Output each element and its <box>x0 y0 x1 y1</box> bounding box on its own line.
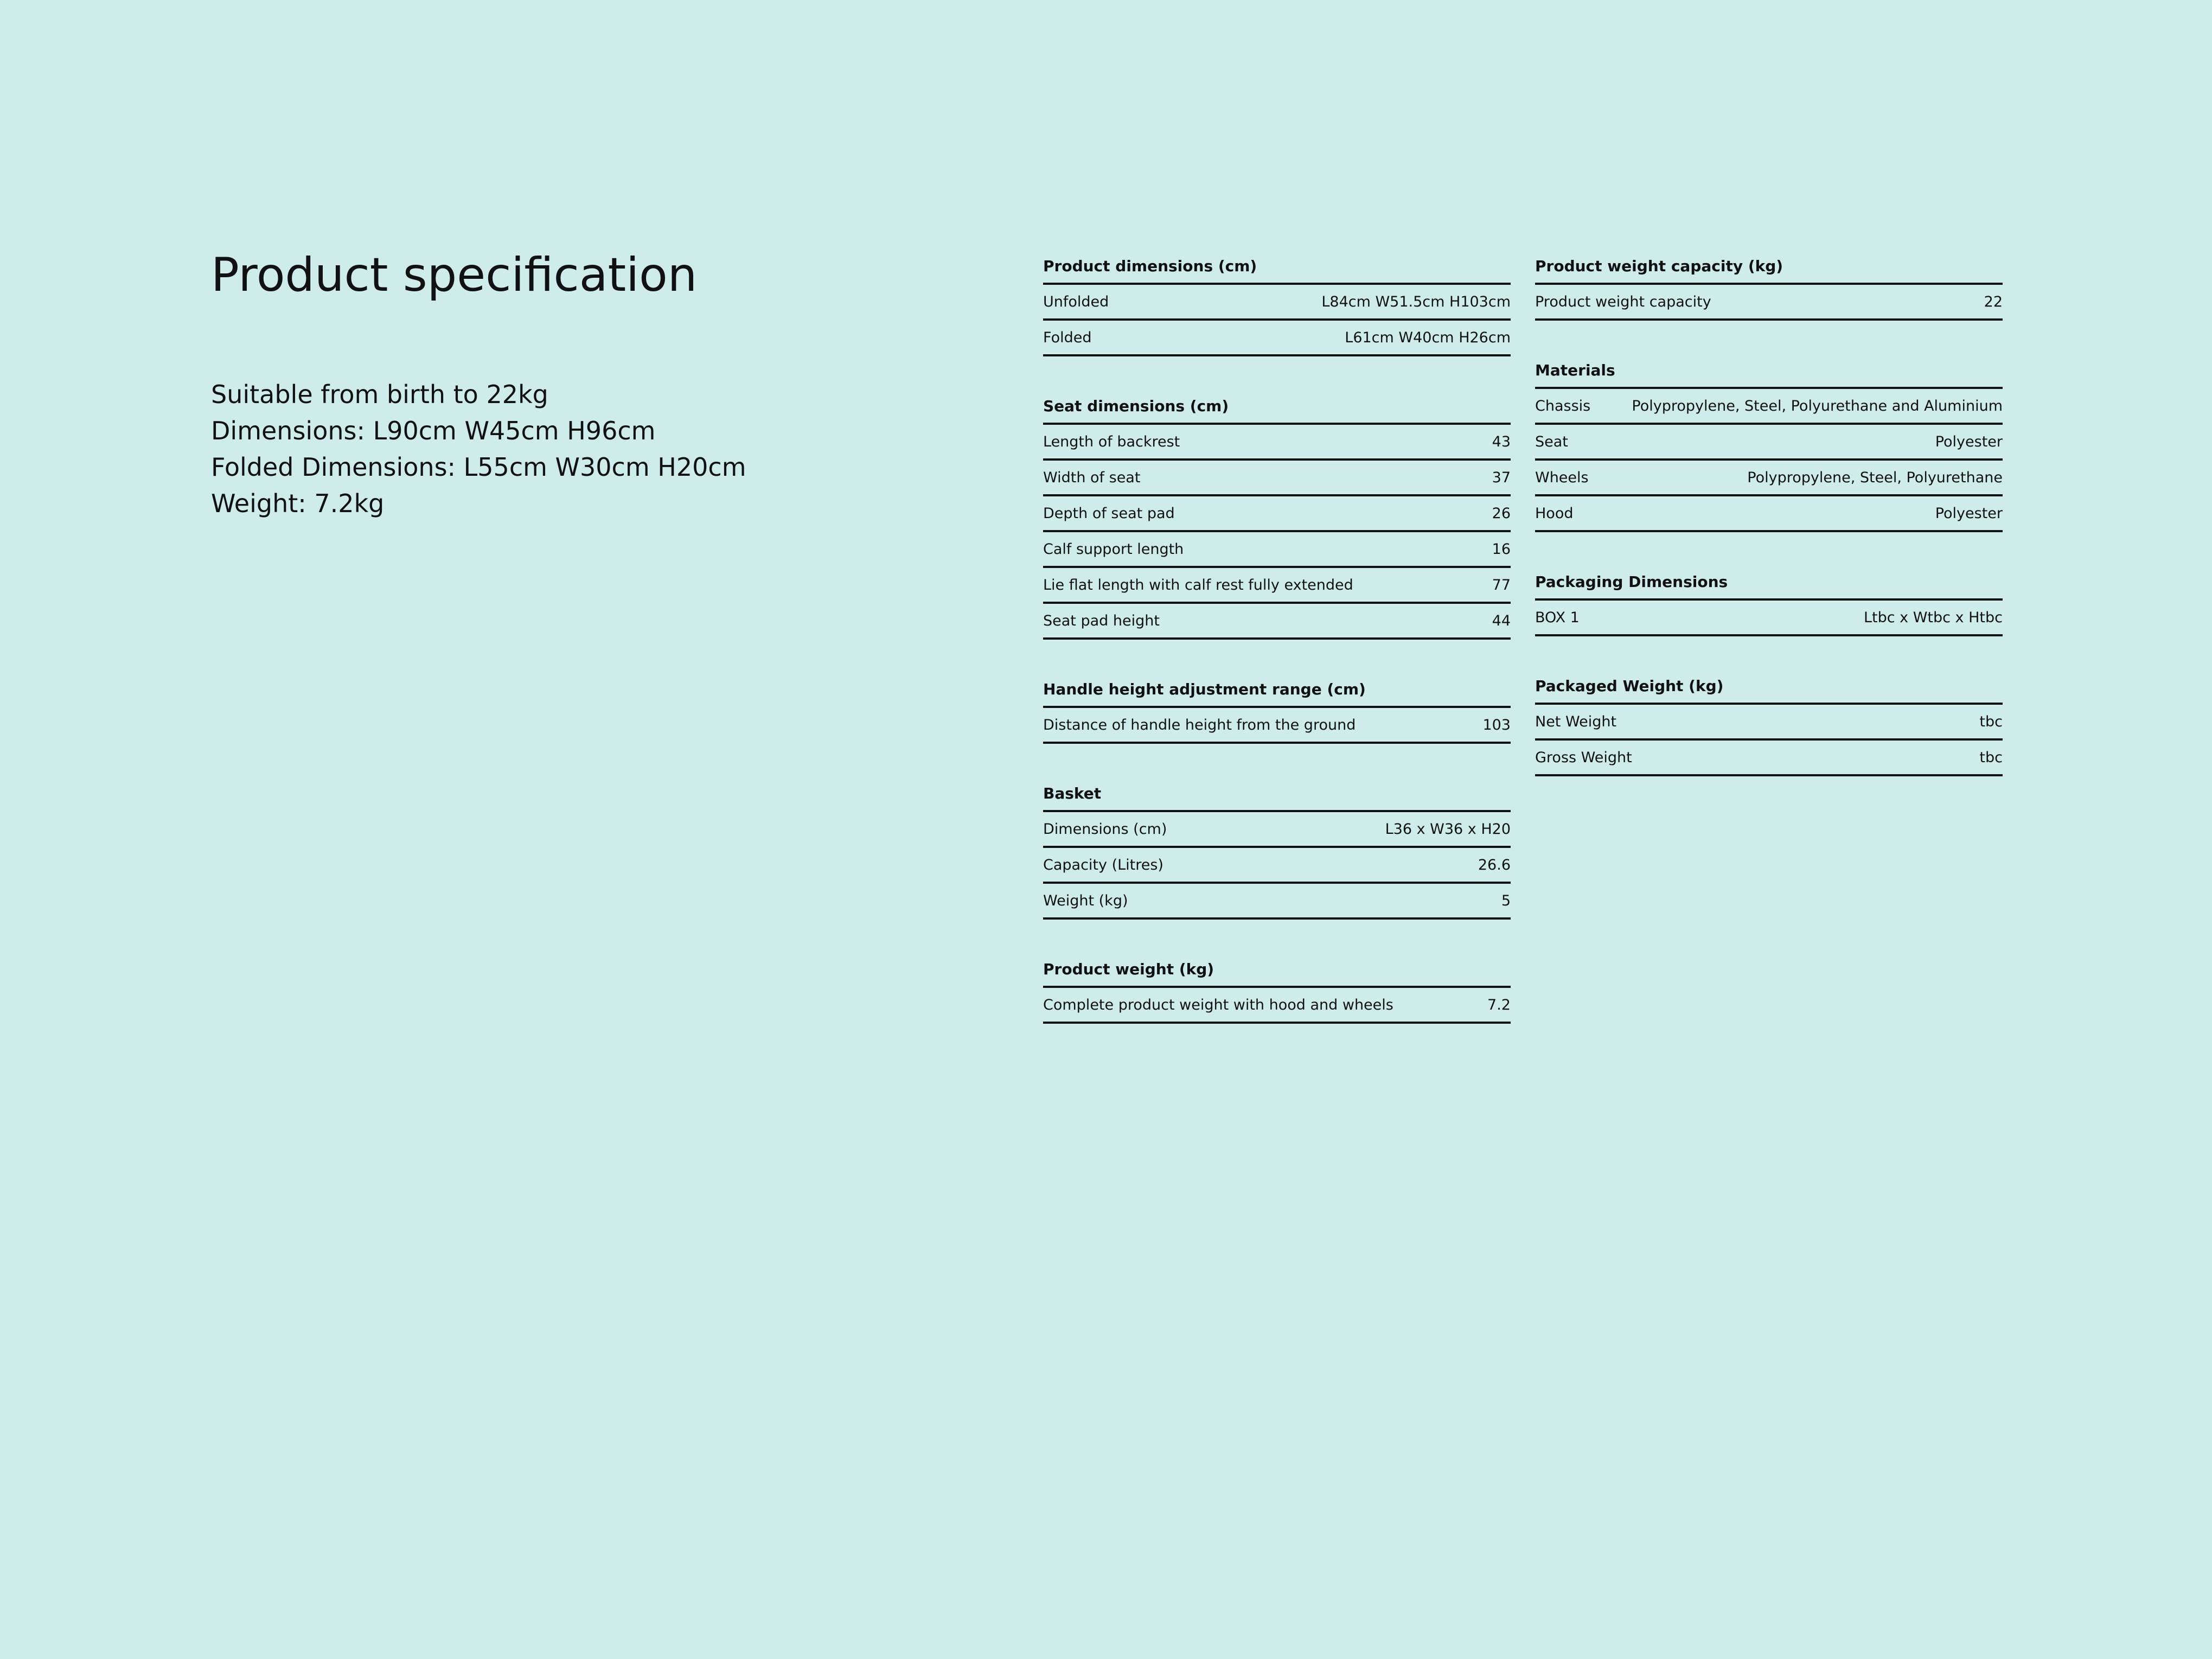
summary-line: Dimensions: L90cm W45cm H96cm <box>211 416 656 445</box>
spec-value: L36 x W36 x H20 <box>1385 820 1511 838</box>
section-title: Materials <box>1535 356 2003 389</box>
spec-value: 22 <box>1984 293 2003 310</box>
spec-row <box>1535 496 2003 532</box>
spec-row <box>1043 285 1511 321</box>
spec-label: Weight (kg) <box>1043 892 1128 909</box>
spec-row <box>1535 741 2003 776</box>
spec-section <box>1043 392 1511 640</box>
spec-label: Unfolded <box>1043 293 1109 310</box>
spec-label: Folded <box>1043 329 1092 346</box>
spec-label: Seat pad height <box>1043 612 1160 629</box>
spec-row <box>1043 532 1511 568</box>
spec-value: 37 <box>1492 469 1511 486</box>
spec-section <box>1535 672 2003 776</box>
spec-row <box>1043 461 1511 496</box>
page-title: Product specification <box>211 248 698 302</box>
spec-section <box>1043 780 1511 920</box>
spec-value: 26.6 <box>1478 856 1511 873</box>
spec-section <box>1043 955 1511 1024</box>
section-title: Basket <box>1043 780 1511 812</box>
spec-row <box>1043 708 1511 744</box>
section-title: Product weight (kg) <box>1043 955 1511 988</box>
spec-section <box>1043 252 1511 356</box>
section-title: Product dimensions (cm) <box>1043 252 1511 285</box>
spec-value: Polypropylene, Steel, Polyurethane and Aluminium <box>1632 397 2003 414</box>
summary-block <box>211 377 746 522</box>
spec-value: tbc <box>1979 749 2003 766</box>
spec-row <box>1535 601 2003 636</box>
spec-label: Wheels <box>1535 469 1589 486</box>
spec-value: L61cm W40cm H26cm <box>1345 329 1511 346</box>
spec-row <box>1043 848 1511 884</box>
spec-row <box>1535 705 2003 741</box>
spec-row <box>1535 389 2003 425</box>
spec-value: L84cm W51.5cm H103cm <box>1321 293 1511 310</box>
section-title: Handle height adjustment range (cm) <box>1043 675 1511 708</box>
spec-value: 26 <box>1492 505 1511 522</box>
spec-label: Hood <box>1535 505 1574 522</box>
spec-row <box>1043 812 1511 848</box>
spec-column-right <box>1535 252 2003 812</box>
spec-value: 103 <box>1482 716 1511 733</box>
spec-row <box>1043 604 1511 640</box>
summary-line: Weight: 7.2kg <box>211 489 385 518</box>
spec-label: Calf support length <box>1043 540 1184 558</box>
summary-line: Folded Dimensions: L55cm W30cm H20cm <box>211 452 746 482</box>
spec-row <box>1535 285 2003 321</box>
spec-value: 16 <box>1492 540 1511 558</box>
spec-value: Polypropylene, Steel, Polyurethane <box>1747 469 2003 486</box>
spec-row <box>1043 496 1511 532</box>
spec-value: 7.2 <box>1487 996 1511 1013</box>
spec-label: Complete product weight with hood and wheels <box>1043 996 1393 1013</box>
spec-label: Distance of handle height from the ground <box>1043 716 1356 733</box>
spec-label: Depth of seat pad <box>1043 505 1175 522</box>
spec-row <box>1043 425 1511 461</box>
spec-value: 44 <box>1492 612 1511 629</box>
spec-section <box>1535 568 2003 636</box>
spec-label: Seat <box>1535 433 1568 450</box>
spec-section <box>1535 252 2003 321</box>
spec-row <box>1535 461 2003 496</box>
spec-value: Polyester <box>1935 505 2003 522</box>
spec-value: 77 <box>1492 576 1511 594</box>
spec-label: Net Weight <box>1535 713 1617 730</box>
spec-label: Lie flat length with calf rest fully extended <box>1043 576 1353 594</box>
spec-row <box>1535 425 2003 461</box>
section-title: Packaged Weight (kg) <box>1535 672 2003 705</box>
spec-label: Product weight capacity <box>1535 293 1711 310</box>
spec-label: Width of seat <box>1043 469 1141 486</box>
spec-value: tbc <box>1979 713 2003 730</box>
spec-label: Gross Weight <box>1535 749 1632 766</box>
spec-label: Length of backrest <box>1043 433 1180 450</box>
spec-value: 43 <box>1492 433 1511 450</box>
spec-row <box>1043 321 1511 356</box>
spec-row <box>1043 568 1511 604</box>
spec-column-left <box>1043 252 1511 1060</box>
spec-label: Chassis <box>1535 397 1591 414</box>
spec-section <box>1043 675 1511 744</box>
section-title: Seat dimensions (cm) <box>1043 392 1511 425</box>
section-title: Product weight capacity (kg) <box>1535 252 2003 285</box>
spec-value: Ltbc x Wtbc x Htbc <box>1863 609 2003 626</box>
summary-line: Suitable from birth to 22kg <box>211 380 548 409</box>
spec-section <box>1535 356 2003 532</box>
spec-row <box>1043 884 1511 920</box>
spec-value: 5 <box>1501 892 1511 909</box>
spec-label: BOX 1 <box>1535 609 1580 626</box>
spec-value: Polyester <box>1935 433 2003 450</box>
spec-label: Dimensions (cm) <box>1043 820 1167 838</box>
spec-label: Capacity (Litres) <box>1043 856 1163 873</box>
section-title: Packaging Dimensions <box>1535 568 2003 601</box>
spec-row <box>1043 988 1511 1024</box>
